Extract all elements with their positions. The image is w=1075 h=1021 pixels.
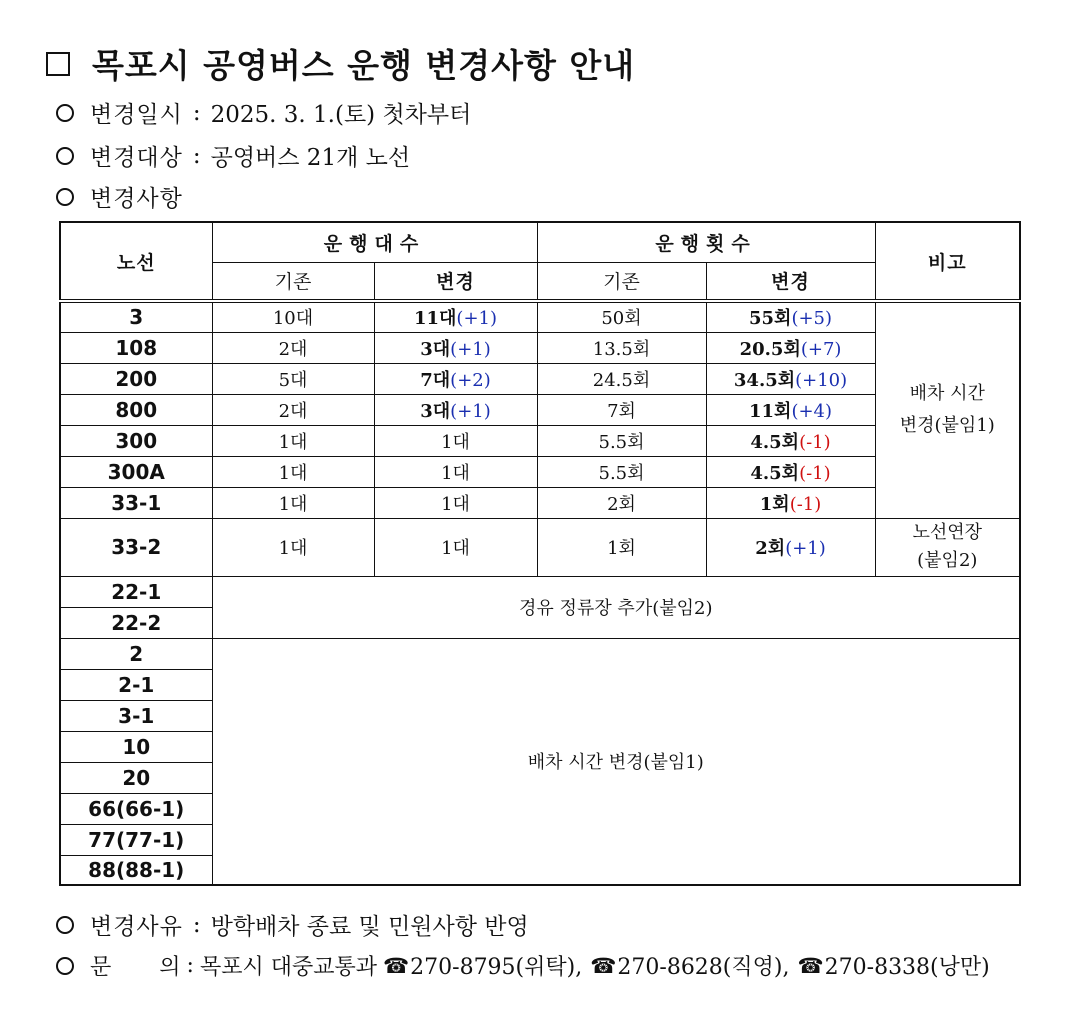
colon-separator: : [192,142,201,169]
schedule-change-note: 배차 시간 변경(붙임1) [212,638,1020,885]
trips-changed [706,301,875,332]
header-note: 비고 [875,222,1020,301]
route-number: 200 [60,363,212,394]
vehicles-existing: 2대 [212,394,374,425]
route-number: 108 [60,332,212,363]
trips-new-value: 2회 [755,538,786,559]
contact-label-first: 문 [90,955,112,980]
trips-changed [706,394,875,425]
vehicles-new-value: 7대 [420,369,451,391]
route-number: 88(88-1) [60,855,212,885]
vehicles-changed [374,394,537,425]
vehicles-new-value: 11대 [413,308,457,330]
header-vehicles: 운행대수 [212,222,537,262]
header-trips: 운행횟수 [537,222,875,262]
page-title-text: 목포시 공영버스 운행 변경사항 안내 [92,46,636,85]
trips-delta: (-1) [799,462,831,484]
vehicles-changed: 1대 [374,487,537,518]
trips-changed [706,332,875,363]
header-vehicles-existing: 기존 [212,262,374,301]
vehicles-delta: (+2) [450,369,491,391]
route-number: 300 [60,425,212,456]
trips-existing: 13.5회 [537,332,706,363]
trips-delta: (-1) [789,493,822,515]
vehicles-changed [374,363,537,394]
trips-changed [706,487,875,518]
note-schedule-change [875,301,1020,518]
route-number: 20 [60,762,212,793]
vehicles-existing: 1대 [212,487,374,518]
trips-new-value: 1회 [759,493,790,515]
route-number: 66(66-1) [60,793,212,824]
phone-number: 270-8628(직영), [617,955,790,980]
change-reason-line [56,908,529,941]
page-title [46,40,635,87]
table-row [60,518,1020,576]
trips-delta: (+7) [800,338,842,360]
change-date-value: 2025. 3. 1.(토) 첫차부터 [210,102,472,128]
changes-line [56,180,183,213]
header-vehicles-changed: 변경 [374,262,537,301]
header-trips-existing: 기존 [537,262,706,301]
trips-existing: 1회 [537,518,706,576]
route-number: 3-1 [60,700,212,731]
trips-existing: 24.5회 [537,363,706,394]
trips-new-value: 4.5회 [750,431,800,453]
trips-new-value: 55회 [749,308,792,330]
vehicles-existing: 2대 [212,332,374,363]
colon-separator: : [192,99,201,126]
phone-number: 270-8795(위탁), [410,955,583,980]
vehicles-existing: 1대 [212,518,374,576]
contact-org: 목포시 대중교통과 [199,955,377,980]
note-line: 배차 시간 [909,383,985,405]
trips-changed [706,456,875,487]
change-reason-label: 변경사유 [90,914,183,940]
table-row [60,638,1020,669]
trips-delta: (-1) [799,431,831,453]
trips-existing: 5.5회 [537,425,706,456]
vehicles-existing: 1대 [212,425,374,456]
vehicles-changed: 1대 [374,425,537,456]
trips-existing: 2회 [537,487,706,518]
vehicles-changed [374,301,537,332]
route-number: 33-1 [60,487,212,518]
contact-label-second: 의 [159,955,181,980]
route-number: 10 [60,731,212,762]
contact-line [56,950,990,981]
trips-existing: 7회 [537,394,706,425]
circle-bullet-icon [56,188,74,206]
route-number: 2-1 [60,669,212,700]
trips-changed [706,425,875,456]
route-number: 77(77-1) [60,824,212,855]
telephone-icon: ☎ [797,953,824,978]
vehicles-existing: 1대 [212,456,374,487]
trips-delta: (+10) [795,369,848,391]
circle-bullet-icon [56,104,74,122]
vehicles-delta: (+1) [450,400,491,422]
vehicles-changed: 1대 [374,518,537,576]
route-number: 3 [60,301,212,332]
vehicles-delta: (+1) [456,308,498,330]
circle-bullet-icon [56,916,74,934]
vehicles-changed [374,332,537,363]
change-date-label: 변경일시 [90,102,183,128]
route-number: 22-2 [60,607,212,638]
change-target-line [56,139,410,172]
header-route: 노선 [60,222,212,301]
trips-delta: (+4) [791,400,833,422]
header-trips-changed: 변경 [706,262,875,301]
note-line: (붙임2) [917,550,978,571]
vehicles-new-value: 3대 [420,400,451,422]
change-target-label: 변경대상 [90,145,183,171]
change-date-line [56,96,471,129]
telephone-icon: ☎ [382,953,410,978]
trips-existing: 5.5회 [537,456,706,487]
vehicles-new-value: 3대 [420,338,451,360]
route-number: 2 [60,638,212,669]
changes-label: 변경사항 [90,186,183,212]
circle-bullet-icon [56,957,74,975]
colon-separator: : [186,953,194,978]
vehicles-changed: 1대 [374,456,537,487]
table-row [60,576,1020,607]
stop-added-note: 경유 정류장 추가(붙임2) [212,576,1020,638]
trips-existing: 50회 [537,301,706,332]
square-bullet-icon [46,52,70,76]
vehicles-delta: (+1) [450,338,491,360]
colon-separator: : [192,911,201,938]
route-number: 800 [60,394,212,425]
vehicles-existing: 10대 [212,301,374,332]
circle-bullet-icon [56,147,74,165]
trips-delta: (+5) [791,308,833,330]
note-line: 노선연장 [912,522,983,543]
note-line: 변경(붙임1) [899,415,995,437]
trips-changed [706,518,875,576]
trips-new-value: 4.5회 [750,462,800,484]
trips-delta: (+1) [785,538,826,559]
trips-new-value: 20.5회 [739,338,801,360]
route-number: 33-2 [60,518,212,576]
table-row [60,301,1020,332]
route-number: 300A [60,456,212,487]
vehicles-existing: 5대 [212,363,374,394]
trips-new-value: 34.5회 [733,369,796,391]
telephone-icon: ☎ [590,953,617,978]
change-target-value: 공영버스 21개 노선 [210,145,411,171]
change-reason-value: 방학배차 종료 및 민원사항 반영 [210,914,529,940]
phone-number: 270-8338(낭만) [824,955,990,980]
route-number: 22-1 [60,576,212,607]
route-change-table [59,221,1021,886]
trips-changed [706,363,875,394]
trips-new-value: 11회 [749,400,792,422]
note-route-extension [875,518,1020,576]
